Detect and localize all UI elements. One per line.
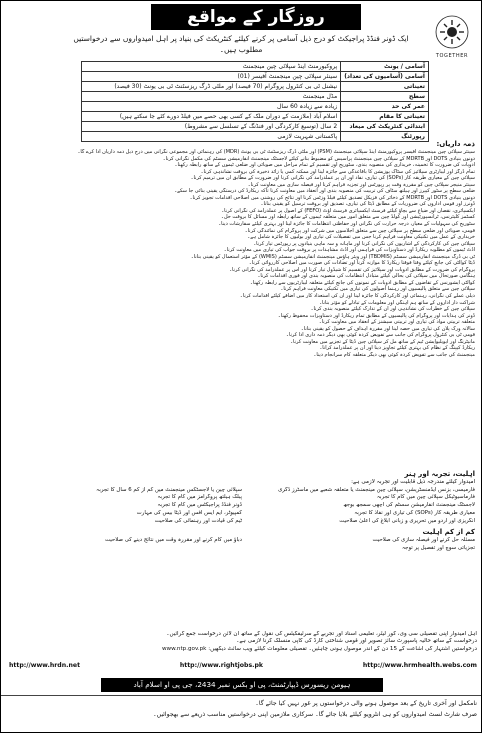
duty-item: مانیٹرنگ اور ایویلیوایشن ٹیم کے ساتھ مل کر سپلائی چین ڈیٹا کے تجزیے میں معاونت کرنا۔ xyxy=(290,338,475,345)
info-value: زیادہ سے زیادہ 60 سال xyxy=(82,102,341,112)
intro-text: ایک ڈونر فنڈڈ پراجیکٹ کو درج ذیل آسامی پر کرنے کیلئے کنٹریکٹ کی بنیاد پر اہل امیدواروں سے درخواستیں مطلوب ہیں۔ xyxy=(73,34,409,54)
together-logo-icon xyxy=(429,5,475,67)
duty-item: کسٹمز کلیئرنس، ٹرانسپورٹیشن اور کولڈ چین سے متعلق امور میں متعلقہ ٹیموں کے ساتھ رابطہ اور مسائل کا بروقت حل۔ xyxy=(221,214,475,221)
duty-item: ڈونرز اور قومی اداروں کی ضروریات کے مطابق ڈیٹا کی تیاری، تصدیق اور بروقت ترسیل کو یقینی بنانا۔ xyxy=(260,201,475,208)
info-value: مڈل مینجمنٹ xyxy=(82,92,341,102)
duty-item: سینئر منیجر سپلائی چین کو مقررہ وقت پر رپورٹس اور تجزیہ فراہم کرنا اور فیصلہ سازی میں معاونت کرنا۔ xyxy=(247,181,475,188)
duty-item: ہنگامی صورتحال میں سپلائی کی بحالی کیلئے متبادل انتظامات کی منصوبہ بندی اور فوری اقدامات کرنا۔ xyxy=(257,273,475,280)
duty-item: آڈٹ ٹیموں کو مطلوبہ ریکارڈ اور دستاویزات کی فراہمی اور آڈٹ مشاہدات پر بروقت جواب کی تیاری میں معاونت کرنا۔ xyxy=(223,247,475,254)
application-line: درخواستیں اشتہار کی اشاعت کے 15 دن کے اندر موصول ہونی چاہئیں۔ تفصیلی معلومات کیلئے ویب سائٹ دیکھیں: www.ntp.gov.pk xyxy=(161,645,477,652)
duty-item: متعلقہ تربیتی مواد کی تیاری اور تربیتی سیشنز کے انعقاد میں معاونت کرنا۔ xyxy=(318,319,475,326)
qualification-item: معیاری طریقہ کار (SOPs) کی تیاری اور نفاذ کا تجربہ xyxy=(354,509,475,516)
qualifications-list xyxy=(9,487,475,526)
competencies-list xyxy=(9,537,475,553)
qualification-item: پبلک ہیلتھ پروگرامز میں کام کا تجربہ xyxy=(157,494,242,501)
duty-item: ایکسپائری، نقصان اور ضیاع سے بچاؤ کیلئے فرسٹ ایکسپائری فرسٹ آؤٹ (FEFO) کے اصول پر عملدرآمد کی نگرانی کرنا۔ xyxy=(221,207,475,214)
competencies-title: کم از کم اہلیت xyxy=(422,528,475,537)
duty-item: ریکارڈ کیپنگ کے نظام کی بہتری کیلئے تجاویز دینا اور ان پر عملدرآمد کرانا۔ xyxy=(319,345,475,352)
duty-item: قومی ٹی بی کنٹرول پروگرام کی جانب سے تفویض کردہ کوئی بھی دیگر ذمہ داری ادا کرنا۔ xyxy=(286,332,475,339)
info-value: سینئر سپلائی چین مینجمنٹ آفیسر (01) xyxy=(82,72,341,82)
competency-item: دباؤ میں کام کرنے اور مقررہ وقت میں نتائج دینے کی صلاحیت xyxy=(104,537,242,544)
website-link[interactable]: http://www.hrmhealth.webs.com xyxy=(362,662,477,669)
competency-item: مسئلہ حل کرنے اور فیصلہ سازی کی صلاحیت xyxy=(372,537,475,544)
duty-item: دونوں بنیادی DOTS اور MDRTB کے ذخائر کی فزیکل تصدیق کیلئے فیلڈ وزٹس کرنا اور نتائج کی روشنی میں اصلاحی اقدامات تجویز کرنا۔ xyxy=(189,194,475,201)
info-row xyxy=(82,112,429,122)
info-row xyxy=(82,92,429,102)
info-key: آسامی (آسامیوں کی تعداد) xyxy=(341,72,429,82)
duty-item: سپلائی چین سے متعلق پالیسیوں اور رہنما اصولوں کی تیاری میں تکنیکی معاونت فراہم کرنا۔ xyxy=(280,286,475,293)
application-instructions xyxy=(9,631,477,653)
application-line: درخواست کے ساتھ حالیہ پاسپورٹ سائز تصویر اور قومی شناختی کارڈ کی کاپی منسلک کرنا لازمی ہے۔ xyxy=(236,638,477,645)
duty-item: قومی، صوبائی اور ضلعی سطح پر سپلائی چین سے متعلق اجلاسوں میں شرکت اور پروگرام کی نمائندگی کرنا۔ xyxy=(244,227,475,234)
duties-section xyxy=(9,137,475,359)
info-row xyxy=(82,62,429,72)
footer-divider xyxy=(1,695,482,696)
duty-item: پروگرام کی ضرورت کے مطابق ادویات اور سپلائیز کی تقسیم کا شیڈول تیار کرنا اور اس پر عملدرآمد کی نگرانی کرنا۔ xyxy=(229,266,475,273)
info-row xyxy=(82,102,429,112)
duty-item: دونوں بنیادی DOTS اور MDRTB کے سپلائی چین مینجمنٹ پراسیس کو مضبوط بنانے کیلئے لاجسٹک مینجمنٹ انفارمیشن سسٹم کی مکمل نگرانی کرنا۔ xyxy=(162,155,475,162)
qualifications-title: اہلیت، تجربہ اور ہنر xyxy=(404,470,475,478)
footnote-item: نامکمل اور آخری تاریخ کے بعد موصول ہونے والی درخواستوں پر غور نہیں کیا جائے گا۔ xyxy=(255,700,477,707)
qualifications-intro: امیدوار کیلئے مندرجہ ذیل قابلیت اور تجربہ لازمی ہے: xyxy=(351,479,475,485)
info-key: آسامی / یونٹ xyxy=(341,62,429,72)
qualification-item: سپلائی چین یا لاجسٹکس مینجمنٹ میں کم از کم 6 سال کا تجربہ xyxy=(96,486,242,493)
qualification-item: انگریزی اور اردو میں تحریری و زبانی ابلاغ کی اعلیٰ صلاحیت xyxy=(339,517,475,524)
info-key: تعیناتی کا مقام xyxy=(341,112,429,122)
footnote-item: صرف شارٹ لسٹ امیدواروں کو ہی انٹرویو کیلئے بلایا جائے گا۔ سرکاری ملازمین اپنی درخواستیں مناسب ذریعے سے بھجوائیں۔ xyxy=(152,711,477,718)
postal-address: ہیومن ریسورس ڈیپارٹمنٹ، پی او بکس نمبر 2434، جی پی او اسلام آباد xyxy=(101,678,383,692)
competency-item: تجزیاتی سوچ اور تفصیل پر توجہ xyxy=(401,545,475,552)
duty-item: سپلائی چین کی کارکردگی کے اشاریوں کی نگرانی کرنا اور ماہانہ و سہ ماہی بنیادوں پر رپورٹس تیار کرنا۔ xyxy=(253,240,475,247)
logo-text: TOGETHER xyxy=(435,53,469,59)
duties-list xyxy=(9,149,475,359)
qualifications-section xyxy=(9,467,475,553)
duty-item: سٹوریج کی سہولیات کے معیار، درجہ حرارت کی نگرانی اور حفاظتی انتظامات کا جائزہ لینا اور بہتری کیلئے سفارشات دینا۔ xyxy=(218,221,475,228)
info-row xyxy=(82,72,429,82)
duty-item: ذیلی عملے کی نگرانی، رہنمائی اور کارکردگی کا جائزہ لینا اور ان کی استعداد کار میں اضافے کیلئے اقدامات کرنا۔ xyxy=(239,293,475,300)
qualification-item: فارمیسی، بزنس ایڈمنسٹریشن، سپلائی چین مینجمنٹ یا متعلقہ شعبے میں ماسٹرز ڈگری xyxy=(278,486,475,493)
info-value: اسلام آباد (ملازمت کے دوران ملک کے کسی بھی حصے میں فیلڈ دورے کئے جا سکتے ہیں) xyxy=(82,112,341,122)
info-row xyxy=(82,122,429,132)
info-key: تعیناتی xyxy=(341,82,429,92)
ad-title: روزگار کے مواقع xyxy=(151,4,361,30)
duty-item: ٹی بی ڈرگ مینجمنٹ انفارمیشن سسٹم (TBDMIS) اور ویئر ہاؤس مینجمنٹ انفارمیشن سسٹم (WMIS) کے مؤثر استعمال کو یقینی بنانا۔ xyxy=(190,253,475,260)
qualification-item: فارماسیوٹیکل سپلائی چین میں کام کا تجربہ xyxy=(376,494,475,501)
duty-item: مینجمنٹ کی جانب سے تفویض کردہ کوئی بھی دیگر متعلقہ کام سرانجام دینا۔ xyxy=(313,351,475,358)
duty-item: سینئر سپلائی چین مینجمنٹ آفیسر پروکیورمنٹ اینڈ سپلائی مینجمنٹ (PSM) اور ملٹی ڈرگ ریزسٹنٹ ٹی بی یونٹ (MDR) کی رہنمائی اور مجموعی نگرانی میں درج ذیل ذمہ داریاں ادا کرے گا۔ xyxy=(77,149,475,155)
info-key: رپورٹنگ xyxy=(341,132,429,142)
duty-item: سپلائی چین کے معیاری طریقہ کار (SOPs) کی تیاری، نفاذ اور ان پر عملدرآمد کی نگرانی کرنا اور ضرورت کے مطابق ان میں ترمیم کرنا۔ xyxy=(190,175,475,182)
website-link[interactable]: http://www.rightjobs.pk xyxy=(179,662,264,669)
info-value: 2 سال (توسیع کارکردگی اور فنڈنگ کے تسلسل سے مشروط) xyxy=(82,122,341,132)
position-info-table xyxy=(81,61,429,142)
duty-item: ڈیٹا کوالٹی کی جانچ کیلئے وقتاً فوقتاً ریکارڈ کا موازنہ کرنا اور تضادات کی صورت میں اصلاحی کارروائی کرنا۔ xyxy=(248,260,475,267)
qualification-item: کمپیوٹر، ایم ایس آفس اور ڈیٹا بیس کی مہارت xyxy=(136,509,242,516)
duty-item: سالانہ ورک پلان کی تیاری میں حصہ لینا اور مقررہ اہداف کے حصول کو یقینی بنانا۔ xyxy=(300,325,475,332)
website-links xyxy=(9,662,477,669)
qualification-item: ٹیم کی قیادت اور رہنمائی کی صلاحیت xyxy=(154,517,242,524)
info-key: ابتدائی کنٹریکٹ کی میعاد xyxy=(341,122,429,132)
duty-item: ڈونر کی ہدایات اور پروگرام کی پالیسیوں کے مطابق تمام ریکارڈ اور دستاویزات محفوظ رکھنا۔ xyxy=(277,312,475,319)
qualification-item: ڈونر فنڈڈ پراجیکٹس میں کام کا تجربہ xyxy=(157,502,242,509)
info-key: عمر کی حد xyxy=(341,102,429,112)
website-link[interactable]: http://www.hrdn.net xyxy=(9,662,81,669)
info-value: نیشنل ٹی بی کنٹرول پروگرام (70 فیصد) اور ملٹی ڈرگ ریزسٹنٹ ٹی بی یونٹ (30 فیصد) xyxy=(82,82,341,92)
info-value: پروکیورمنٹ اینڈ سپلائی چین مینجمنٹ xyxy=(82,62,341,72)
duty-item: سپلائی چین کے خطرات کی نشاندہی اور ان کے تدارک کیلئے منصوبہ بندی کرنا۔ xyxy=(310,306,475,313)
duty-item: شراکت دار اداروں کے ساتھ ہم آہنگی اور معلومات کے تبادلے کو مؤثر بنانا۔ xyxy=(319,299,475,306)
duty-item: ضلعی سطح پر سٹور کیپرز اور ہیلتھ سٹاف کی تربیت کی منصوبہ بندی اور انعقاد میں معاونت کرنا تاکہ ریکارڈ کی درستگی یقینی بنائی جا سکے۔ xyxy=(174,188,475,195)
qualification-item: لاجسٹک مینجمنٹ انفارمیشن سسٹم کی اچھی سمجھ بوجھ xyxy=(343,502,475,509)
footnotes xyxy=(9,698,477,720)
application-line: اہل امیدوار اپنی تفصیلی سی وی، کور لیٹر، تعلیمی اسناد اور تجربے کے سرٹیفکیٹس کی نقول کے ساتھ آن لائن درخواست جمع کرائیں۔ xyxy=(166,631,477,637)
duty-item: کوالٹی ایشورنس کے تقاضوں کے مطابق ادویات کے نمونوں کی جانچ کیلئے متعلقہ لیبارٹریوں سے رابطہ رکھنا۔ xyxy=(249,279,475,286)
info-value: پاکستانی شہریت لازمی xyxy=(82,132,341,142)
duty-item: تمام ڈرگز اور لیبارٹری سپلائیز کی سٹاک پوزیشن کا باقاعدگی سے جائزہ لینا اور ممکنہ کمی یا زائد ذخیرہ کی بروقت نشاندہی کرنا۔ xyxy=(200,168,475,175)
info-key: سطح xyxy=(341,92,429,102)
duty-item: خریداری کے عمل میں تکنیکی معاونت فراہم کرنا جس میں تفصیلات کی تیاری اور بولیوں کا جائزہ شامل ہے۔ xyxy=(247,234,475,241)
info-row xyxy=(82,82,429,92)
duties-title: ذمہ داریاں: xyxy=(436,140,475,148)
duty-item: ادویات کی ضرورت کا تخمینہ، خریداری کی منصوبہ بندی، سٹوریج اور تقسیم کے تمام مراحل میں صوبائی اور ضلعی ٹیموں کے ساتھ رابطہ رکھنا۔ xyxy=(174,162,475,169)
